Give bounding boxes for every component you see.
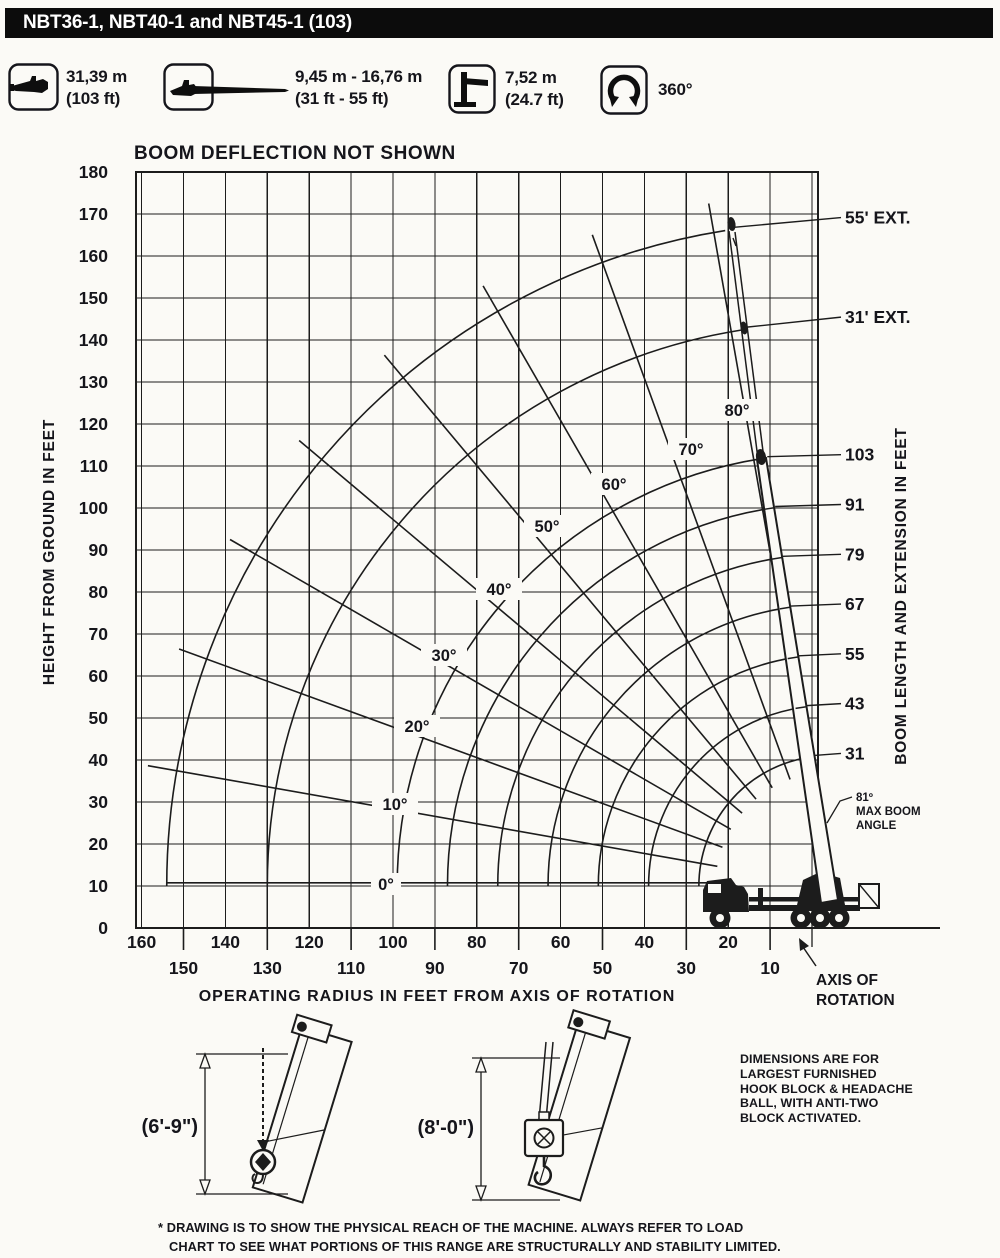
svg-text:160: 160 [78, 246, 108, 266]
svg-text:70: 70 [508, 958, 529, 978]
svg-text:AXIS OF: AXIS OF [816, 972, 879, 989]
svg-text:30: 30 [676, 958, 697, 978]
svg-text:0°: 0° [378, 876, 394, 894]
svg-text:20°: 20° [404, 718, 430, 736]
spec-boom-length: 31,39 m (103 ft) [66, 67, 127, 108]
svg-text:43: 43 [845, 693, 865, 714]
svg-text:BOOM DEFLECTION NOT SHOWN: BOOM DEFLECTION NOT SHOWN [134, 143, 456, 164]
grid [136, 172, 818, 928]
svg-text:30°: 30° [431, 647, 457, 665]
svg-text:OPERATING RADIUS IN FEET FROM: OPERATING RADIUS IN FEET FROM AXIS OF ROTATION [198, 988, 676, 1005]
svg-text:(6'-9"): (6'-9") [141, 1116, 198, 1138]
svg-text:170: 170 [78, 204, 108, 224]
svg-text:60: 60 [550, 932, 571, 952]
spec-extension-length: 9,45 m - 16,76 m (31 ft - 55 ft) [295, 67, 423, 108]
svg-text:50: 50 [88, 708, 108, 728]
svg-text:60: 60 [88, 666, 108, 686]
svg-text:10°: 10° [382, 796, 408, 814]
svg-text:110: 110 [79, 456, 108, 476]
svg-text:100: 100 [78, 498, 108, 518]
svg-text:31' EXT.: 31' EXT. [845, 307, 911, 328]
svg-text:ANGLE: ANGLE [856, 820, 897, 832]
svg-text:91: 91 [845, 494, 865, 515]
svg-text:31: 31 [845, 743, 865, 764]
svg-text:40: 40 [634, 932, 655, 952]
footnote: * DRAWING IS TO SHOW THE PHYSICAL REACH OF THE MACHINE. ALWAYS REFER TO LOAD CHART TO SEE WHAT PORTIONS OF THIS RANGE ARE STRUCTURALLY AND STABILITY LIMITED. [158, 1220, 781, 1254]
svg-text:40: 40 [88, 750, 108, 770]
spec-swing-range: 360° [658, 80, 693, 99]
svg-text:81º: 81º [856, 792, 873, 804]
svg-text:67: 67 [845, 594, 865, 615]
svg-text:80: 80 [88, 582, 108, 602]
svg-text:130: 130 [78, 372, 108, 392]
svg-text:150: 150 [168, 958, 199, 978]
headache-ball-detail [142, 1015, 355, 1203]
svg-text:55: 55 [845, 643, 865, 664]
boom-angle-lines [148, 204, 809, 883]
page-title: NBT36-1, NBT40-1 and NBT45-1 (103) [23, 12, 352, 33]
svg-text:80°: 80° [724, 402, 750, 420]
svg-text:80: 80 [467, 932, 487, 952]
svg-text:103: 103 [845, 444, 875, 465]
svg-text:140: 140 [210, 932, 241, 952]
spec-outrigger-span: 7,52 m (24.7 ft) [505, 68, 564, 109]
svg-text:70°: 70° [678, 441, 704, 459]
svg-text:50: 50 [592, 958, 613, 978]
svg-text:60°: 60° [601, 476, 627, 494]
svg-text:180: 180 [78, 162, 108, 182]
svg-text:MAX BOOM: MAX BOOM [856, 806, 921, 818]
svg-text:100: 100 [378, 932, 408, 952]
svg-text:(8'-0"): (8'-0") [417, 1117, 474, 1139]
svg-text:90: 90 [88, 540, 108, 560]
svg-text:30: 30 [88, 792, 108, 812]
svg-text:120: 120 [294, 932, 324, 952]
svg-text:20: 20 [718, 932, 738, 952]
svg-text:BOOM LENGTH AND EXTENSION IN F: BOOM LENGTH AND EXTENSION IN FEET [893, 427, 910, 765]
svg-text:110: 110 [336, 958, 366, 978]
svg-text:40°: 40° [486, 581, 512, 599]
svg-text:120: 120 [78, 414, 108, 434]
svg-text:150: 150 [78, 288, 108, 308]
dimensions-note: DIMENSIONS ARE FOR LARGEST FURNISHED HOOK BLOCK & HEADACHE BALL, WITH ANTI-TWO BLOCK ACTIVATED. [740, 1052, 913, 1126]
boom-angle-labels [371, 399, 760, 895]
svg-text:55' EXT.: 55' EXT. [845, 207, 911, 228]
svg-text:140: 140 [78, 330, 108, 350]
svg-text:10: 10 [88, 876, 108, 896]
svg-text:ROTATION: ROTATION [816, 992, 895, 1009]
svg-text:70: 70 [88, 624, 108, 644]
svg-text:160: 160 [126, 932, 157, 952]
max-boom-angle-note [827, 792, 921, 832]
svg-text:130: 130 [252, 958, 282, 978]
svg-text:HEIGHT FROM GROUND IN FEET: HEIGHT FROM GROUND IN FEET [41, 418, 58, 686]
svg-text:79: 79 [845, 544, 865, 565]
svg-text:90: 90 [425, 958, 445, 978]
svg-text:0: 0 [98, 918, 108, 938]
hook-block-detail [418, 1010, 633, 1200]
svg-text:50°: 50° [534, 518, 560, 536]
svg-text:20: 20 [88, 834, 108, 854]
svg-text:10: 10 [760, 958, 780, 978]
